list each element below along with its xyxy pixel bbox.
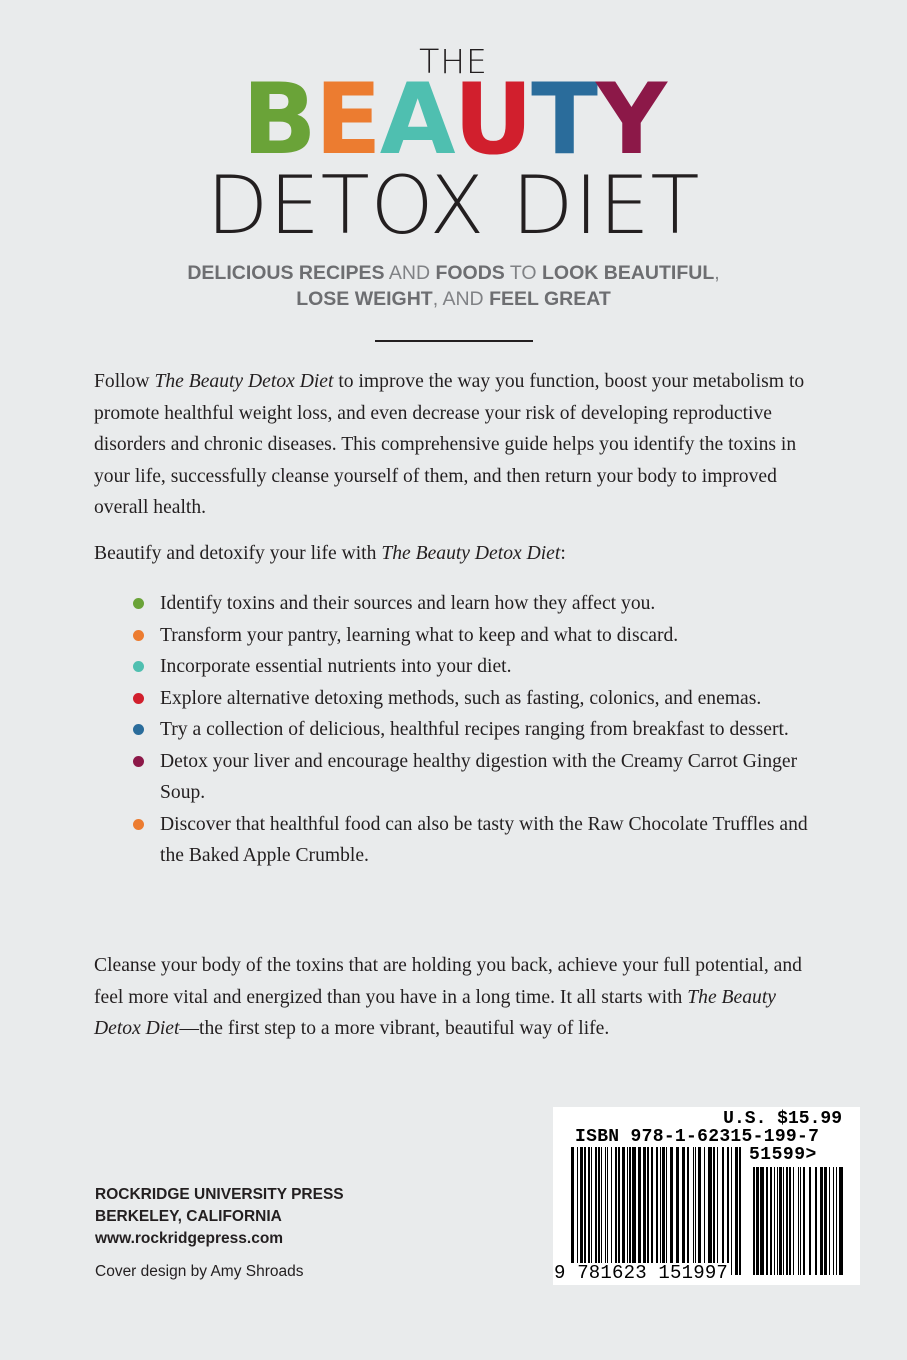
paragraph-text: Beautify and detoxify your life with	[94, 543, 382, 564]
title-the: THE	[419, 42, 488, 81]
barcode-bar	[727, 1147, 729, 1275]
barcode-bar	[605, 1147, 606, 1275]
barcode-bar	[601, 1147, 602, 1275]
bullet-dot-icon	[133, 693, 144, 704]
barcode-bar	[588, 1147, 590, 1275]
barcode-bar	[595, 1147, 597, 1275]
list-item-text: Explore alternative detoxing methods, such as fasting, colonics, and enemas.	[160, 687, 762, 709]
title-beauty	[0, 63, 907, 177]
barcode-price: U.S. $15.99	[723, 1109, 842, 1129]
barcode-bar	[698, 1147, 701, 1275]
barcode-bar	[783, 1167, 784, 1275]
barcode-bar	[627, 1147, 628, 1275]
barcode-bar	[753, 1167, 755, 1275]
publisher-url[interactable]: www.rockridgepress.com	[95, 1230, 284, 1247]
barcode-bar	[571, 1147, 574, 1275]
barcode-bar	[598, 1147, 600, 1275]
bullet-dot-icon	[133, 661, 144, 672]
list-item	[130, 809, 820, 872]
barcode-bar	[651, 1147, 653, 1275]
list-item	[130, 620, 820, 652]
title-letter-a: A	[379, 63, 454, 177]
subtitle-line-2-run: LOSE WEIGHT	[296, 288, 433, 310]
barcode-bar	[580, 1147, 583, 1275]
bullet-dot-icon	[133, 819, 144, 830]
barcode-bar	[682, 1147, 685, 1275]
barcode-box	[553, 1107, 860, 1285]
list-item-text: Transform your pantry, learning what to keep and what to discard.	[160, 624, 679, 646]
barcode-bar	[717, 1147, 718, 1275]
barcode-bar	[687, 1147, 689, 1275]
barcode-addon-bars	[753, 1167, 843, 1275]
barcode-bar	[643, 1147, 646, 1275]
paragraph-text: Follow	[94, 371, 155, 392]
barcode-bar	[647, 1147, 649, 1275]
barcode-bar	[735, 1147, 738, 1275]
barcode-bar	[638, 1147, 641, 1275]
subtitle-line-1-run: FOODS	[435, 262, 505, 284]
title-detox-diet: DETOX DIET	[206, 159, 701, 252]
bullet-dot-icon	[133, 598, 144, 609]
intro-paragraph	[94, 366, 824, 524]
book-title-italic: The Beauty Detox Diet	[381, 543, 561, 564]
barcode-bar	[670, 1147, 673, 1275]
barcode-bar	[704, 1147, 705, 1275]
subtitle-line-1	[0, 260, 907, 286]
barcode-bar	[793, 1167, 794, 1275]
bullet-dot-icon	[133, 724, 144, 735]
subtitle-line-1-run: LOOK BEAUTIFUL	[542, 262, 715, 284]
barcode-bar	[829, 1167, 830, 1275]
barcode-bar	[662, 1147, 665, 1275]
barcode-bar	[632, 1147, 636, 1275]
benefits-list	[130, 588, 820, 872]
barcode-bar	[766, 1167, 768, 1275]
barcode-bar	[779, 1167, 782, 1275]
subtitle-line-2-run: FEEL GREAT	[489, 288, 611, 310]
barcode-bar	[693, 1147, 694, 1275]
barcode-bar	[803, 1167, 805, 1275]
paragraph-text: —the first step to a more vibrant, beautiful way of life.	[179, 1018, 610, 1039]
list-item-text: Identify toxins and their sources and learn how they affect you.	[160, 593, 656, 614]
subtitle	[0, 260, 907, 312]
list-item	[130, 746, 820, 809]
barcode-bar	[833, 1167, 834, 1275]
subtitle-line-2	[0, 286, 907, 312]
barcode-bar	[713, 1147, 715, 1275]
cover-design-credit: Cover design by Amy Shroads	[95, 1263, 304, 1280]
paragraph-text: :	[560, 543, 566, 564]
barcode-bar	[789, 1167, 791, 1275]
barcode-bar	[774, 1167, 775, 1275]
barcode-bar	[722, 1147, 724, 1275]
barcode-bar	[708, 1147, 712, 1275]
barcode-bar	[760, 1167, 764, 1275]
barcode-bar	[839, 1167, 843, 1275]
publisher-city: BERKELEY, CALIFORNIA	[95, 1208, 282, 1225]
list-item	[130, 714, 820, 746]
title-letter-b: B	[242, 63, 315, 177]
list-item-text: Incorporate essential nutrients into your diet.	[160, 656, 512, 677]
barcode-bar	[660, 1147, 661, 1275]
barcode-bar	[607, 1147, 608, 1275]
barcode-bar	[577, 1147, 578, 1275]
title-letter-u: U	[453, 63, 532, 177]
subtitle-line-2-run: , AND	[432, 288, 490, 310]
subtitle-line-1-run: TO	[504, 262, 543, 284]
subtitle-line-1-run: DELICIOUS RECIPES	[187, 262, 385, 284]
barcode-bar	[777, 1167, 778, 1275]
barcode-bar	[739, 1147, 741, 1275]
barcode-bar	[731, 1147, 732, 1275]
barcode-bar	[666, 1147, 667, 1275]
title-letter-t: T	[531, 63, 596, 177]
subtitle-line-1-run: AND	[384, 262, 436, 284]
barcode-bar	[618, 1147, 620, 1275]
barcode-bar	[591, 1147, 592, 1275]
barcode-bar	[656, 1147, 658, 1275]
barcode-bar	[756, 1167, 759, 1275]
bullet-dot-icon	[133, 756, 144, 767]
barcode-bar	[676, 1147, 679, 1275]
divider-rule	[375, 340, 533, 342]
book-title-italic: The Beauty Detox Diet	[154, 371, 334, 392]
barcode-bar	[629, 1147, 631, 1275]
title-letter-y: Y	[595, 63, 665, 177]
barcode-bar	[820, 1167, 823, 1275]
barcode-bar	[615, 1147, 617, 1275]
barcode-bar	[622, 1147, 625, 1275]
barcode-main-bars	[571, 1147, 741, 1275]
paragraph-text: to improve the way you function, boost your metabolism to promote healthful weight loss, and even decrease your risk of developing reproductive disorders and chronic diseases. This comprehensive guide helps you identify the toxins in your life, successfully cleanse yourself of them, and then return your body to improved overall health.	[94, 371, 805, 518]
list-item-text: Detox your liver and encourage healthy digestion with the Creamy Carrot Ginger Soup.	[160, 750, 798, 803]
publisher-name: ROCKRIDGE UNIVERSITY PRESS	[95, 1186, 344, 1203]
paragraph-text: Cleanse your body of the toxins that are holding you back, achieve your full potential, and feel more vital and energized than you have in a long time. It all starts with	[94, 955, 802, 1008]
barcode-bar	[836, 1167, 837, 1275]
book-title-italic: The Beauty Detox Diet	[94, 986, 776, 1039]
closing-paragraph	[94, 950, 824, 1045]
publisher-block	[95, 1184, 344, 1250]
barcode-bar	[809, 1167, 811, 1275]
list-item	[130, 588, 820, 620]
barcode-ean-number: 9 781623 151997	[554, 1262, 729, 1284]
barcode-bar	[695, 1147, 696, 1275]
barcode-bar	[770, 1167, 772, 1275]
barcode-bar	[798, 1167, 799, 1275]
barcode-isbn: ISBN 978-1-62315-199-7	[575, 1127, 820, 1147]
bullets-lead-paragraph	[94, 538, 824, 570]
list-item	[130, 651, 820, 683]
barcode-bar	[800, 1167, 801, 1275]
list-item-text: Discover that healthful food can also be tasty with the Raw Chocolate Truffles and the Baked Apple Crumble.	[160, 813, 808, 866]
barcode-bar	[786, 1167, 788, 1275]
bullet-dot-icon	[133, 630, 144, 641]
title-letter-e: E	[314, 63, 380, 177]
barcode-bar	[815, 1167, 817, 1275]
barcode-bar	[824, 1167, 827, 1275]
barcode-addon-number: 51599>	[749, 1145, 817, 1165]
barcode-bar	[584, 1147, 586, 1275]
list-item-text: Try a collection of delicious, healthful recipes ranging from breakfast to dessert.	[160, 719, 789, 740]
subtitle-line-1-run: ,	[714, 262, 720, 284]
barcode-bar	[611, 1147, 612, 1275]
list-item	[130, 683, 820, 715]
